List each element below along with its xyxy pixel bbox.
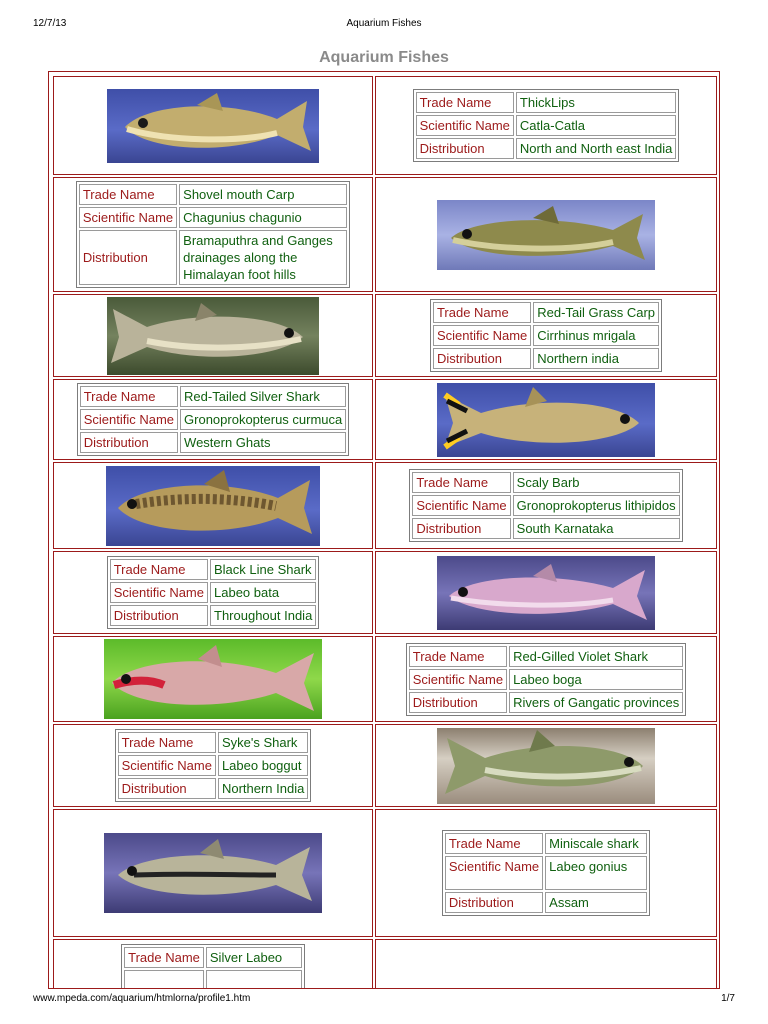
scientific-name: Gronoprokopterus lithipidos (513, 495, 680, 516)
trade-name: Scaly Barb (513, 472, 680, 493)
trade-name: Syke's Shark (218, 732, 308, 753)
fish-photo (437, 728, 655, 804)
distribution: Western Ghats (180, 432, 346, 453)
distribution: Assam (545, 892, 647, 913)
scientific-name: Labeo bata (210, 582, 316, 603)
fish-photo (437, 200, 655, 270)
scientific-name (206, 970, 302, 989)
print-url: www.mpeda.com/aquarium/htmlorna/profile1.htm (33, 993, 251, 1004)
trade-name: Red-Tail Grass Carp (533, 302, 659, 323)
distribution: Throughout India (210, 605, 316, 626)
distribution: Rivers of Gangatic provinces (509, 692, 683, 713)
print-date: 12/7/13 (33, 18, 67, 29)
trade-name: ThickLips (516, 92, 676, 113)
catalog-row (53, 177, 717, 292)
fish-info-table: Trade Name Shovel mouth Carp Scientific Name Chagunius chagunio Distribution Bramaputhra and Ganges drainages along the Himalayan foot hills (76, 181, 350, 288)
scientific-name: Cirrhinus mrigala (533, 325, 659, 346)
trade-name: Shovel mouth Carp (179, 184, 347, 205)
fish-photo (437, 383, 655, 457)
catalog-row (53, 636, 717, 722)
fish-info-table: Trade Name Black Line Shark Scientific Name Labeo bata Distribution Throughout India (107, 556, 320, 629)
trade-name: Miniscale shark (545, 833, 647, 854)
page-title: Aquarium Fishes (319, 49, 449, 66)
trade-name: Silver Labeo (206, 947, 302, 968)
distribution: Northern india (533, 348, 659, 369)
scientific-name: Labeo gonius (545, 856, 647, 890)
catalog-row (53, 294, 717, 377)
distribution: Northern India (218, 778, 308, 799)
distribution: North and North east India (516, 138, 676, 159)
fish-info-table: Trade Name Miniscale shark Scientific Name Labeo gonius Distribution Assam (442, 830, 650, 916)
scientific-name: Labeo boggut (218, 755, 308, 776)
distribution: Bramaputhra and Ganges drainages along the Himalayan foot hills (179, 230, 347, 285)
fish-info-table: Trade Name Red-Tail Grass Carp Scientific Name Cirrhinus mrigala Distribution Northern india (430, 299, 662, 372)
fish-photo (104, 639, 322, 719)
fish-photo (437, 556, 655, 630)
fish-photo (106, 466, 320, 546)
catalog-row (53, 551, 717, 634)
print-title: Aquarium Fishes (346, 18, 422, 29)
trade-name: Red-Gilled Violet Shark (509, 646, 683, 667)
scientific-name: Gronoprokopterus curmuca (180, 409, 346, 430)
scientific-name: Catla-Catla (516, 115, 676, 136)
catalog-row (53, 724, 717, 807)
print-page-number: 1/7 (721, 993, 735, 1004)
catalog-row (53, 809, 717, 937)
fish-info-table: Trade Name Red-Gilled Violet Shark Scientific Name Labeo boga Distribution Rivers of Gangatic provinces (406, 643, 687, 716)
fish-info-table: Trade Name Scaly Barb Scientific Name Gronoprokopterus lithipidos Distribution South Karnataka (409, 469, 682, 542)
catalog-row (53, 462, 717, 549)
catalog-row (53, 76, 717, 175)
catalog-row (53, 379, 717, 460)
fish-photo (107, 89, 319, 163)
trade-name: Black Line Shark (210, 559, 316, 580)
browser-print-header (33, 18, 735, 32)
distribution: South Karnataka (513, 518, 680, 539)
trade-name: Red-Tailed Silver Shark (180, 386, 346, 407)
fish-catalog-table (48, 71, 720, 989)
fish-info-table: Trade Name ThickLips Scientific Name Catla-Catla Distribution North and North east India (413, 89, 680, 162)
fish-photo (107, 297, 319, 375)
fish-info-table: Trade Name Red-Tailed Silver Shark Scientific Name Gronoprokopterus curmuca Distribution Western Ghats (77, 383, 350, 456)
fish-info-table: Trade Name Silver Labeo (121, 944, 305, 989)
browser-print-footer (33, 993, 735, 1007)
scientific-name: Chagunius chagunio (179, 207, 347, 228)
fish-photo (104, 833, 322, 913)
catalog-row (53, 939, 717, 989)
fish-info-table: Trade Name Syke's Shark Scientific Name Labeo boggut Distribution Northern India (115, 729, 312, 802)
scientific-name: Labeo boga (509, 669, 683, 690)
